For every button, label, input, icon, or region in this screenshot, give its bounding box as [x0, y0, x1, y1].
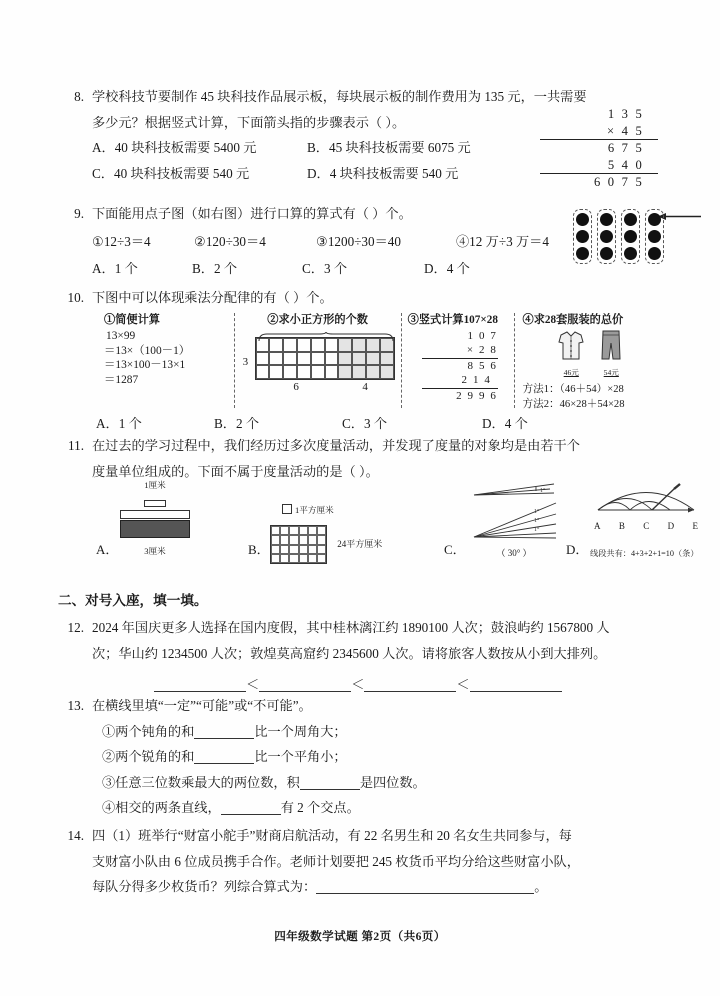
option-11-c-label: C． — [444, 541, 466, 557]
angle-fan — [470, 481, 558, 543]
dot-icon — [648, 230, 661, 243]
dot-icon — [648, 247, 661, 260]
item-4-before: ④相交的两条直线， — [102, 800, 221, 815]
unit-square-legend — [282, 498, 430, 524]
segment-point-labels — [594, 514, 698, 540]
question-14-line2: 支财富小队由 6 位成员携手合作。老师计划要把 245 枚货币平均分给这些财富小队， — [92, 853, 580, 869]
question-11-line2: 度量单位组成的。下面不属于度量活动的是（ ）。 — [92, 463, 379, 479]
item-4-after: 有 2 个交点。 — [280, 800, 360, 815]
option-11-a[interactable] — [96, 480, 246, 566]
expression-1: ①12÷3＝4 — [92, 233, 151, 249]
panel-4-title: ④求28套服装的总价 — [522, 313, 624, 326]
question-8-line2: 多少元？根据竖式计算，下面箭头指的步骤表示（ ）。 — [92, 114, 406, 130]
question-14-number: 14. — [67, 828, 84, 843]
squares-grid — [255, 337, 395, 380]
method-1: 方法1：（46＋54）×28 — [522, 384, 624, 395]
item-2-before: ②两个锐角的和 — [102, 749, 195, 764]
angle-measure-figure — [470, 481, 558, 567]
option-11-b[interactable] — [248, 488, 438, 566]
panel-simplify-calculation — [98, 313, 234, 408]
unit-square-label: 1平方厘米 — [295, 504, 334, 515]
panel-2-title: ②求小正方形的个数 — [267, 313, 368, 326]
clothes-figures — [523, 329, 658, 380]
question-12-line2: 次；华山约 1234500 人次；敦煌莫高窟约 2345600 人次。请将旅客人数按从小到大排列。 — [92, 645, 607, 661]
panel-1-title: ①简便计算 — [104, 313, 160, 326]
question-8-options-row1 — [92, 135, 562, 161]
brace-icon — [257, 331, 395, 339]
segment-arcs — [590, 477, 720, 517]
panel-1-line-2: ＝13×（100－1） — [104, 344, 191, 357]
dot-icon — [576, 247, 589, 260]
grid-label-right: 4 — [362, 380, 368, 393]
option-8-c[interactable]: C．40 块科技板需要 540 元 — [92, 165, 250, 181]
option-11-a-label: A． — [96, 541, 119, 557]
question-14-line1: 四（1）班举行“财富小舵手”财商启航活动，有 22 名男生和 20 名女生共同参与，每 — [92, 828, 572, 843]
calc-row-partial1: 6 7 5 — [607, 141, 644, 155]
option-9-b[interactable]: B．2 个 — [192, 260, 238, 276]
calc10-row3: 8 5 6 — [467, 360, 498, 372]
question-10-options — [96, 411, 664, 436]
grid-bottom-labels — [255, 380, 393, 395]
question-11-number: 11. — [68, 438, 84, 453]
pants-icon — [599, 329, 623, 361]
grid-label-left: 6 — [293, 380, 299, 393]
item-1-after: 比一个周角大； — [254, 723, 347, 739]
dot-column — [597, 209, 616, 264]
option-11-d-label: D． — [566, 541, 589, 557]
eraser-body — [120, 510, 190, 538]
dot-column — [645, 209, 664, 264]
dot-icon — [624, 230, 637, 243]
dot-column — [573, 209, 592, 264]
pants-figure — [599, 329, 623, 380]
question-9 — [58, 201, 664, 283]
dot-icon — [576, 213, 589, 226]
option-8-a[interactable]: A．40 块科技板需要 5400 元 — [92, 140, 257, 155]
dot-icon — [648, 213, 661, 226]
page-content — [58, 84, 699, 905]
option-11-d[interactable] — [566, 488, 720, 566]
question-9-expressions — [92, 229, 562, 254]
item-2-blank[interactable] — [194, 748, 254, 764]
item-1-blank[interactable] — [194, 723, 254, 739]
calc10-row2: × 2 8 — [466, 343, 498, 356]
segments-count-text: 线段共有：4+3+2+1=10（条） — [590, 548, 699, 558]
calc-row-multiplicand: 1 3 5 — [607, 107, 644, 121]
point-a: A — [594, 521, 601, 531]
unit-bar — [144, 500, 166, 507]
question-14-prompt: 每队分得多少枚货币？列综合算式为： — [92, 879, 317, 894]
shirt-price: 46元 — [563, 367, 579, 377]
option-8-b[interactable]: B．45 块科技板需要 6075 元 — [307, 140, 471, 155]
panel-vertical-multiplication — [401, 313, 514, 408]
question-13-number: 13. — [67, 698, 84, 713]
point-d: D — [667, 521, 675, 531]
answer-blank-2[interactable] — [259, 676, 351, 692]
question-9-options — [92, 256, 562, 281]
point-c: C — [643, 521, 650, 531]
item-1-before: ①两个钝角的和 — [102, 723, 195, 739]
item-4-blank[interactable] — [221, 799, 281, 815]
question-12-line1: 2024 年国庆更多人选择在国内度假，其中桂林漓江约 1890100 人次；鼓浪屿约 1567800 人 — [92, 620, 610, 635]
question-10-number: 10. — [67, 290, 84, 305]
question-11 — [58, 433, 699, 573]
page-footer: 四年级数学试题 第2页（共6页） — [274, 930, 446, 943]
square-icon — [282, 504, 292, 514]
eraser-length-label: 3厘米 — [144, 545, 166, 556]
question-13-item-1 — [102, 719, 664, 745]
question-9-line1: 下面能用点子图（如右图）进行口算的算式有（ ）个。 — [92, 206, 412, 221]
calc-row-total: 6 0 7 5 — [593, 175, 644, 189]
option-10-b[interactable]: B．2 个 — [214, 415, 260, 431]
eraser-unit-label: 1厘米 — [144, 480, 166, 490]
question-8-options-row2 — [92, 161, 562, 187]
question-12 — [58, 615, 664, 691]
svg-text:1°: 1° — [540, 487, 546, 494]
question-8 — [58, 84, 664, 199]
eraser-bottom — [120, 520, 190, 538]
option-10-d[interactable]: D．4 个 — [482, 415, 528, 431]
dot-icon — [600, 230, 613, 243]
shirt-figure — [557, 329, 585, 380]
question-9-number: 9. — [74, 206, 84, 221]
item-2-after: 比一个平角小； — [254, 749, 347, 764]
question-14-line3 — [92, 874, 664, 900]
option-9-c[interactable]: C．3 个 — [302, 260, 348, 276]
option-10-c[interactable]: C．3 个 — [342, 415, 388, 431]
dot-icon — [624, 213, 637, 226]
question-13-line1: 在横线里填“一定”“可能”或“不可能”。 — [92, 698, 312, 713]
dot-icon — [600, 213, 613, 226]
panel-clothes-total-price — [514, 313, 664, 408]
question-13-item-2 — [102, 744, 664, 770]
angle-total-label: （ 30° ） — [496, 547, 532, 558]
calc10-row1: 1 0 7 — [467, 330, 498, 342]
area-grid-figure — [270, 498, 430, 564]
answer-blank-4[interactable] — [470, 676, 562, 692]
area-total-label: 24平方厘米 — [337, 538, 383, 549]
question-9-dot-diagram — [573, 209, 664, 264]
question-8-vertical-calculation — [540, 106, 658, 191]
calc10-row5: 2 9 9 6 — [456, 390, 498, 402]
svg-text:1°: 1° — [534, 508, 540, 515]
dot-icon — [600, 247, 613, 260]
question-14 — [58, 823, 664, 903]
question-14-period: 。 — [534, 879, 548, 894]
question-10 — [58, 285, 664, 431]
lt-sign-1: ＜ — [246, 677, 260, 692]
question-11-options — [96, 480, 699, 566]
method-2: 方法2：46×28＋54×28 — [522, 399, 625, 410]
option-11-b-label: B． — [248, 541, 270, 557]
question-13 — [58, 693, 664, 821]
question-8-number: 8. — [74, 89, 84, 104]
eraser-top — [120, 510, 190, 519]
option-8-d[interactable]: D．4 块科技板需要 540 元 — [307, 165, 459, 181]
item-3-blank[interactable] — [300, 774, 360, 790]
question-11-line1: 在过去的学习过程中，我们经历过多次度量活动，并发现了度量的对象均是由若干个 — [92, 438, 580, 453]
option-10-a[interactable]: A．1 个 — [96, 415, 142, 431]
svg-text:1°: 1° — [534, 517, 540, 524]
question-8-line1: 学校科技节要制作 45 块科技作品展示板，每块展示板的制作费用为 135 元，一共需要 — [92, 89, 587, 104]
area-grid — [270, 525, 327, 564]
option-9-d[interactable]: D．4 个 — [424, 260, 470, 276]
question-10-panels — [98, 313, 664, 408]
pants-price: 54元 — [603, 367, 619, 377]
answer-blank-3[interactable] — [364, 676, 456, 692]
grid-row-label: 3 — [242, 356, 249, 368]
expression-2: ②120÷30＝4 — [194, 233, 266, 249]
eraser-measure-figure — [120, 473, 190, 564]
segments-figure — [590, 477, 720, 566]
dot-column — [621, 209, 640, 264]
lt-sign-2: ＜ — [351, 677, 365, 692]
question-12-number: 12. — [67, 620, 84, 635]
svg-text:1°: 1° — [534, 526, 540, 533]
calc-row-multiplier: × 4 5 — [540, 123, 658, 141]
step-arrow-icon — [658, 209, 702, 218]
question-13-item-3 — [102, 770, 664, 796]
option-9-a[interactable]: A．1 个 — [92, 260, 138, 276]
dot-icon — [576, 230, 589, 243]
calc-partial2-value: 5 4 0 — [607, 157, 644, 172]
panel-3-calc — [408, 330, 508, 404]
lt-sign-3: ＜ — [456, 677, 470, 692]
point-b: B — [618, 521, 625, 531]
question-10-line1: 下图中可以体现乘法分配律的有（ ）个。 — [92, 290, 333, 305]
panel-3-title: ③竖式计算107×28 — [407, 313, 498, 326]
item-3-after: 是四位数。 — [359, 774, 426, 790]
answer-blank-1[interactable] — [154, 676, 246, 692]
panel-2-grid-wrap — [241, 337, 395, 380]
section-2-heading: 二、对号入座，填一填。 — [58, 593, 208, 608]
expression-3: ③1200÷30＝40 — [316, 233, 401, 249]
point-e: E — [692, 521, 698, 531]
panel-1-line-4: ＝1287 — [104, 373, 139, 386]
item-3-before: ③任意三位数乘最大的两位数，积 — [102, 774, 300, 790]
question-13-item-4 — [102, 795, 664, 821]
dot-icon — [624, 247, 637, 260]
panel-1-line-3: ＝13×100－13×1 — [104, 359, 186, 371]
panel-1-line-1: 13×99 — [106, 330, 136, 342]
option-11-c[interactable] — [444, 488, 564, 566]
calc10-row4: 2 1 4 — [461, 373, 492, 386]
calc-row-partial2 — [540, 157, 658, 175]
panel-count-squares — [234, 313, 401, 408]
expression-4: ④12 万÷3 万＝4 — [456, 233, 549, 249]
question-14-answer-blank[interactable] — [316, 878, 534, 894]
shirt-icon — [557, 329, 585, 361]
